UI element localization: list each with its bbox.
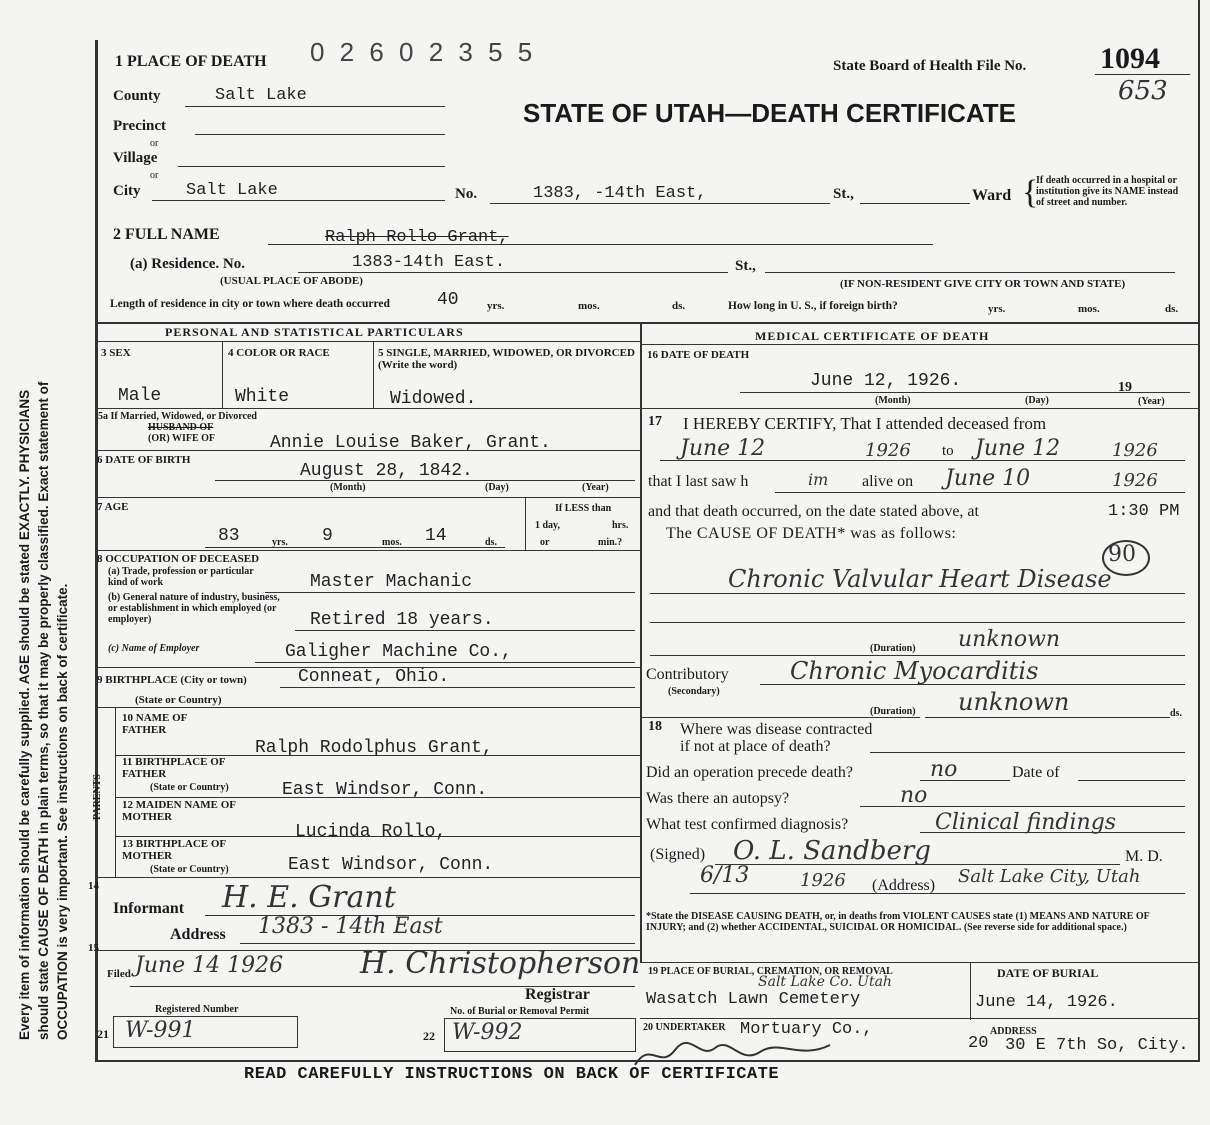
last-saw-date: June 10 <box>945 466 1031 491</box>
undertaker-value: Mortuary Co., <box>740 1020 873 1039</box>
less-divider <box>525 497 526 550</box>
med-row-line-2 <box>640 717 920 718</box>
physician-address-label: (Address) <box>872 877 936 894</box>
date-of-label: Date of <box>1012 764 1060 781</box>
full-name-value: Ralph Rollo Grant, <box>325 228 509 247</box>
dob-label: 6 DATE OF BIRTH <box>97 454 191 466</box>
st-line <box>860 203 970 204</box>
date-19: 19 <box>1118 380 1132 395</box>
md-label: M. D. <box>1125 848 1163 865</box>
item-22: 22 <box>423 1029 435 1043</box>
mother-value: Lucinda Rollo, <box>295 822 447 842</box>
signed-line <box>715 864 1120 865</box>
cause-of-death-value: Chronic Valvular Heart Disease <box>728 565 1112 593</box>
age-mos: mos. <box>382 537 402 548</box>
dob-value: August 28, 1842. <box>300 461 473 481</box>
date-of-line <box>1078 780 1185 781</box>
permit-label: No. of Burial or Removal Permit <box>450 1006 590 1017</box>
address-line <box>240 943 635 944</box>
less-min: min.? <box>598 537 623 548</box>
death-day: (Day) <box>1025 395 1049 406</box>
burial-label: 19 PLACE OF BURIAL, CREMATION, OR REMOVAL <box>648 966 893 977</box>
age-line <box>205 547 505 548</box>
full-name-label: 2 FULL NAME <box>113 226 220 243</box>
less-than-label: If LESS than <box>555 503 612 514</box>
contracted-text-1: Where was disease contracted <box>680 721 873 738</box>
city-line <box>152 200 445 201</box>
item-14: 14 <box>88 880 99 892</box>
informant-address-label: Address <box>170 926 226 943</box>
precinct-label: Precinct <box>113 118 167 134</box>
residence-street-label: St., <box>735 258 756 274</box>
spouse-label-3: (OR) WIFE OF <box>148 433 216 444</box>
autopsy-label: Was there an autopsy? <box>646 790 790 807</box>
duration-value: unknown <box>958 627 1061 652</box>
mother-birthplace-label: 13 BIRTHPLACE OF MOTHER <box>122 838 226 862</box>
signed-year: 1926 <box>800 870 846 891</box>
ward-label: Ward <box>972 187 1012 204</box>
med-row-line-1 <box>640 408 1198 409</box>
dob-year: (Year) <box>582 482 609 493</box>
death-year: (Year) <box>1138 396 1165 407</box>
employer-label: (c) Name of Employer <box>108 643 200 654</box>
cause-footnote: *State the DISEASE CAUSING DEATH, or, in deaths from VIOLENT CAUSES state (1) MEANS AND NATURE OF INJURY; and (2) whether ACCIDENTAL, SUICIDAL OR HOMICIDAL. (See reverse side for additional space.) <box>646 911 1150 933</box>
date-of-death-value: June 12, 1926. <box>810 371 962 391</box>
us-yrs: yrs. <box>988 303 1006 315</box>
signed-label: (Signed) <box>650 846 706 863</box>
precinct-line <box>195 134 445 135</box>
village-line <box>178 166 445 167</box>
less-or: or <box>540 537 550 548</box>
test-value: Clinical findings <box>935 810 1117 835</box>
date-of-death-label: 16 DATE OF DEATH <box>647 349 750 361</box>
us-label: How long in U. S., if foreign birth? <box>728 300 898 312</box>
attended-from: June 12 <box>680 436 766 461</box>
registered-number-label: Registered Number <box>155 1004 239 1015</box>
margin-instruction-2: should state CAUSE OF DEATH in plain terms, so that it may be properly classified. Exact statement of <box>36 381 51 1040</box>
dob-line <box>215 480 635 481</box>
undertaker-prefix: 20 <box>968 1034 989 1053</box>
duration-label-2: (Duration) <box>870 706 916 717</box>
father-value: Ralph Rodolphus Grant, <box>255 738 493 758</box>
item-21: 21 <box>97 1027 109 1041</box>
undertaker-label: 20 UNDERTAKER <box>643 1022 726 1033</box>
residence-line <box>298 272 728 273</box>
undertaker-address-value: 30 E 7th So, City. <box>1005 1036 1189 1055</box>
personal-heading-line <box>95 341 640 342</box>
last-saw-year: 1926 <box>1112 470 1158 491</box>
city-value: Salt Lake <box>186 181 278 200</box>
age-days: 14 <box>425 526 447 546</box>
attended-to: June 12 <box>975 436 1061 461</box>
margin-instruction-1: Every item of information should be carefully supplied. AGE should be stated EXACTLY. PHYSICIANS <box>17 389 32 1040</box>
residence-label: (a) Residence. No. <box>130 256 245 272</box>
less-day: 1 day, <box>535 520 561 531</box>
age-yrs: yrs. <box>272 537 288 548</box>
street-label: St., <box>833 186 854 202</box>
medical-heading: MEDICAL CERTIFICATE OF DEATH <box>755 329 990 343</box>
cause-line-2 <box>650 622 1185 623</box>
county-value: Salt Lake <box>215 86 307 105</box>
age-months: 9 <box>322 526 333 546</box>
certify-text: I HEREBY CERTIFY, That I attended deceased from <box>683 414 1047 433</box>
secondary-label: (Secondary) <box>668 686 720 697</box>
row-line-2 <box>95 450 640 451</box>
item-15: 15 <box>88 942 99 954</box>
father-birthplace-label: 11 BIRTHPLACE OF FATHER <box>122 756 226 780</box>
color-divider <box>373 341 374 408</box>
birthplace-state: (State or Country) <box>135 694 222 706</box>
informant-label: Informant <box>113 900 185 917</box>
length-yrs: yrs. <box>487 300 505 312</box>
filed-value: June 14 1926 <box>135 953 284 978</box>
marital-label: 5 SINGLE, MARRIED, WIDOWED, OR DIVORCED (Write the word) <box>378 347 635 371</box>
item-18: 18 <box>648 719 662 734</box>
street-line <box>490 203 830 204</box>
right-border <box>1198 0 1200 1060</box>
or-text-1: or <box>150 138 159 149</box>
occupation-b-line <box>295 630 635 631</box>
section-divider <box>95 322 1198 324</box>
registrar-label: Registrar <box>525 986 590 1003</box>
last-saw-text: that I last saw h <box>648 473 749 490</box>
duration-ds: ds. <box>1170 708 1182 719</box>
contributory-label: Contributory <box>646 666 729 683</box>
county-line <box>185 106 445 107</box>
length-ds: ds. <box>672 300 686 312</box>
operation-value: no <box>930 757 958 782</box>
us-mos: mos. <box>1078 303 1100 315</box>
mother-birthplace-sub: (State or Country) <box>150 864 229 875</box>
sex-label: 3 SEX <box>101 347 131 359</box>
age-years: 83 <box>218 526 240 546</box>
autopsy-value: no <box>900 783 928 808</box>
contracted-line <box>870 752 1185 753</box>
county-label: County <box>113 88 161 104</box>
marital-value: Widowed. <box>390 389 477 409</box>
spouse-label-1: 5a If Married, Widowed, or Divorced <box>98 411 257 422</box>
burial-divider <box>970 962 971 1020</box>
date-of-death-line <box>740 392 1190 393</box>
alive-on-label: alive on <box>862 473 914 490</box>
death-occurred-text: and that death occurred, on the date stated above, at <box>648 503 979 520</box>
physician-address-value: Salt Lake City, Utah <box>958 866 1141 887</box>
to-label: to <box>942 443 954 459</box>
length-of-residence-label: Length of residence in city or town where death occurred <box>110 298 390 310</box>
attended-from-year: 1926 <box>865 440 911 461</box>
informant-value: H. E. Grant <box>222 880 396 915</box>
med-row-line-3 <box>640 962 1198 963</box>
burial-date-label: DATE OF BURIAL <box>997 966 1099 980</box>
color-value: White <box>235 387 290 407</box>
street-number-label: No. <box>455 186 478 202</box>
row-line-1 <box>95 408 640 409</box>
test-line <box>920 832 1185 833</box>
father-label: 10 NAME OF FATHER <box>122 712 187 736</box>
column-divider <box>640 322 642 962</box>
duration-value-2: unknown <box>958 688 1070 716</box>
signed-value: O. L. Sandberg <box>733 836 931 866</box>
place-of-death-label: 1 PLACE OF DEATH <box>115 53 267 70</box>
dob-day: (Day) <box>485 482 509 493</box>
us-ds: ds. <box>1165 303 1179 315</box>
duration-label: (Duration) <box>870 643 916 654</box>
occupation-b-value: Retired 18 years. <box>310 610 494 630</box>
informant-address-value: 1383 - 14th East <box>258 914 443 939</box>
mother-row-line <box>115 836 640 837</box>
burial-date-value: June 14, 1926. <box>975 993 1118 1012</box>
contributory-value: Chronic Myocarditis <box>790 657 1039 685</box>
parents-label: PARENTS <box>92 774 103 820</box>
length-mos: mos. <box>578 300 600 312</box>
file-number-label: State Board of Health File No. <box>833 58 1027 74</box>
duration-line-2 <box>925 717 1170 718</box>
undertaker-address-label: ADDRESS <box>990 1026 1037 1037</box>
full-name-line <box>268 244 933 245</box>
signed-date: 6/13 <box>700 863 750 888</box>
certificate-title: STATE OF UTAH—DEATH CERTIFICATE <box>523 98 1016 128</box>
med-row-line-4 <box>640 1018 1198 1019</box>
registered-number-value: W-991 <box>125 1018 196 1043</box>
autopsy-line <box>860 806 1185 807</box>
margin-instruction-3: OCCUPATION is very important. See instructions on back of certificate. <box>55 583 70 1040</box>
death-time: 1:30 PM <box>1108 502 1180 521</box>
contributory-line <box>760 684 1185 685</box>
operation-label: Did an operation precede death? <box>646 764 854 781</box>
less-hrs: hrs. <box>612 520 629 531</box>
residence-street-line <box>765 272 1175 273</box>
father-birthplace-value: East Windsor, Conn. <box>282 780 488 800</box>
sex-value: Male <box>118 386 162 406</box>
ward-bracket: { <box>1022 174 1039 211</box>
age-label: 7 AGE <box>97 501 129 513</box>
stamp-number: 0 2 6 0 2 3 5 5 <box>310 37 537 67</box>
or-text-2: or <box>150 170 159 181</box>
handwritten-number: 653 <box>1118 76 1168 106</box>
employer-value: Galigher Machine Co., <box>285 642 512 662</box>
address-line-2 <box>690 893 1185 894</box>
employer-line <box>255 662 635 663</box>
last-saw-line <box>775 492 1185 493</box>
contracted-text-2: if not at place of death? <box>680 738 831 755</box>
burial-handwritten: Salt Lake Co. Utah <box>758 974 892 990</box>
row-line-7 <box>95 877 640 878</box>
medical-heading-line <box>640 344 1198 345</box>
filed-label: Filed <box>107 968 131 980</box>
birthplace-value: Conneat, Ohio. <box>298 667 450 687</box>
registrar-signature: H. Christopherson <box>360 946 641 981</box>
burial-place-value: Wasatch Lawn Cemetery <box>646 990 861 1009</box>
dob-month: (Month) <box>330 482 366 493</box>
personal-heading: PERSONAL AND STATISTICAL PARTICULARS <box>165 325 464 339</box>
attended-line <box>660 460 1185 461</box>
test-label: What test confirmed diagnosis? <box>646 816 849 833</box>
occupation-b-label: (b) General nature of industry, business, or establishment in which employed (or employer) <box>108 592 280 625</box>
mother-birthplace-value: East Windsor, Conn. <box>288 855 494 875</box>
sex-divider <box>222 341 223 408</box>
spouse-label-2: HUSBAND OF <box>148 422 214 433</box>
birthplace-label: 9 BIRTHPLACE (City or town) <box>97 674 247 686</box>
cause-code: 90 <box>1108 542 1136 567</box>
cause-heading: The CAUSE OF DEATH* was as follows: <box>666 525 957 542</box>
birthplace-line <box>280 687 635 688</box>
nonresident-note: (IF NON-RESIDENT GIVE CITY OR TOWN AND STATE) <box>840 278 1126 290</box>
permit-value: W-992 <box>452 1020 523 1045</box>
file-number: 1094 <box>1100 42 1160 75</box>
parents-divider <box>115 707 116 877</box>
row-line-4 <box>95 550 640 551</box>
father-bp-row-line <box>115 797 640 798</box>
occupation-label: 8 OCCUPATION OF DECEASED <box>97 553 260 565</box>
age-ds: ds. <box>485 537 497 548</box>
operation-line <box>920 780 1010 781</box>
footer-instructions: READ CAREFULLY INSTRUCTIONS ON BACK OF CERTIFICATE <box>244 1065 780 1084</box>
attended-to-year: 1926 <box>1112 440 1158 461</box>
city-label: City <box>113 183 141 199</box>
street-number-value: 1383, -14th East, <box>533 184 707 203</box>
occupation-a-label: (a) Trade, profession or particular kind of work <box>108 566 254 588</box>
abode-note: (USUAL PLACE OF ABODE) <box>220 275 363 287</box>
spouse-value: Annie Louise Baker, Grant. <box>270 433 551 453</box>
cause-line-1 <box>650 593 1185 594</box>
father-birthplace-sub: (State or Country) <box>150 782 229 793</box>
village-label: Village <box>113 150 158 166</box>
file-number-line <box>1095 74 1190 75</box>
residence-value: 1383-14th East. <box>352 253 506 272</box>
row-line-6 <box>95 707 640 708</box>
ward-note: If death occurred in a hospital or institution give its NAME instead of street and number. <box>1036 175 1179 208</box>
last-saw-pronoun: im <box>808 470 829 489</box>
item-17: 17 <box>648 414 662 429</box>
occupation-a-value: Master Machanic <box>310 572 473 592</box>
color-label: 4 COLOR OR RACE <box>228 347 330 359</box>
row-line-3 <box>95 497 640 498</box>
death-month: (Month) <box>875 395 911 406</box>
mother-label: 12 MAIDEN NAME OF MOTHER <box>122 799 236 823</box>
length-of-residence-value: 40 <box>437 290 459 310</box>
occupation-a-line <box>265 592 635 593</box>
duration-line <box>650 655 1185 656</box>
